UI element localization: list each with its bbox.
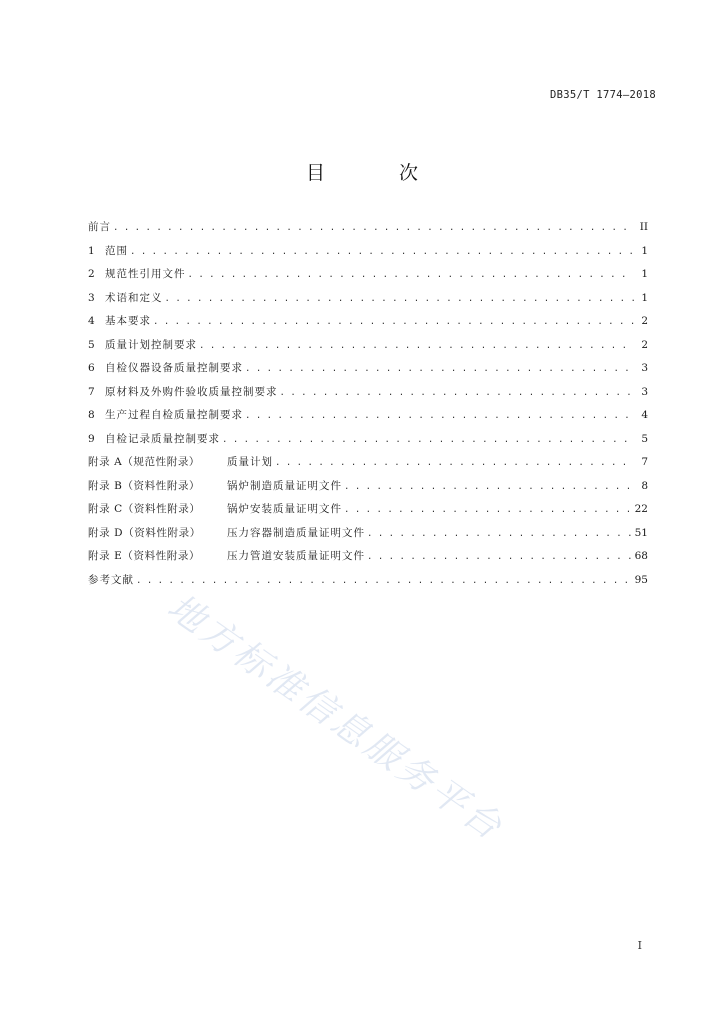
toc-label: 自检记录质量控制要求 bbox=[105, 432, 220, 445]
standard-code: DB35/T 1774—2018 bbox=[550, 89, 656, 101]
toc-leader-dots bbox=[275, 452, 634, 476]
toc-item-inspection-records[interactable] bbox=[88, 428, 648, 452]
toc-leader-dots bbox=[136, 570, 631, 594]
toc-section-number: 2 bbox=[88, 268, 95, 280]
toc-page-number: 3 bbox=[641, 362, 648, 374]
toc-page-number: 1 bbox=[641, 291, 648, 304]
toc-page-number: 1 bbox=[641, 244, 648, 257]
toc-leader-dots bbox=[113, 217, 634, 241]
toc-label: 质量计划 bbox=[227, 456, 273, 468]
toc-leader-dots bbox=[222, 429, 634, 453]
toc-item-annex-b[interactable] bbox=[88, 475, 648, 499]
toc-item-annex-c[interactable] bbox=[88, 498, 648, 522]
toc-section-number: 1 bbox=[88, 244, 95, 257]
toc-page-number: 1 bbox=[641, 268, 648, 280]
toc-page-number: 4 bbox=[641, 409, 648, 421]
toc-leader-dots bbox=[188, 264, 635, 288]
toc-leader-dots bbox=[165, 288, 635, 312]
toc-label: 参考文献 bbox=[88, 573, 134, 586]
table-of-contents bbox=[88, 216, 648, 592]
toc-label: 术语和定义 bbox=[105, 291, 163, 304]
toc-leader-dots bbox=[344, 476, 634, 500]
toc-label: 原材料及外购件验收质量控制要求 bbox=[105, 385, 278, 398]
toc-leader-dots bbox=[245, 405, 634, 429]
toc-label: 基本要求 bbox=[105, 315, 151, 327]
toc-item-references[interactable] bbox=[88, 569, 648, 593]
toc-annex-label: 附录 D（资料性附录） bbox=[88, 526, 201, 539]
toc-item-annex-e[interactable] bbox=[88, 545, 648, 569]
toc-leader-dots bbox=[367, 546, 631, 570]
toc-page-number: 2 bbox=[641, 338, 648, 351]
toc-item-production-inspection[interactable] bbox=[88, 404, 648, 428]
toc-annex-label: 附录 E（资料性附录） bbox=[88, 550, 201, 562]
toc-item-normative-references[interactable] bbox=[88, 263, 648, 287]
toc-label: 规范性引用文件 bbox=[105, 268, 186, 280]
toc-section-number: 8 bbox=[88, 409, 95, 421]
toc-annex-label: 附录 B（资料性附录） bbox=[88, 479, 201, 492]
toc-label: 质量计划控制要求 bbox=[105, 338, 197, 351]
toc-annex-label: 附录 C（资料性附录） bbox=[88, 503, 201, 515]
toc-leader-dots bbox=[280, 382, 635, 406]
toc-label: 自检仪器设备质量控制要求 bbox=[105, 362, 243, 374]
toc-page-number: 5 bbox=[641, 432, 648, 445]
toc-annex-label: 附录 A（规范性附录） bbox=[88, 456, 201, 468]
toc-page-number: II bbox=[639, 221, 648, 233]
toc-section-number: 5 bbox=[88, 338, 95, 351]
toc-item-terms-definitions[interactable] bbox=[88, 287, 648, 311]
toc-label: 压力管道安装质量证明文件 bbox=[227, 550, 365, 562]
toc-leader-dots bbox=[199, 335, 634, 359]
toc-label: 范围 bbox=[105, 244, 128, 257]
toc-page-number: 95 bbox=[634, 573, 648, 586]
toc-section-number: 6 bbox=[88, 362, 95, 374]
toc-item-quality-plan[interactable] bbox=[88, 334, 648, 358]
toc-page-number: 68 bbox=[634, 550, 648, 562]
toc-item-material-acceptance[interactable] bbox=[88, 381, 648, 405]
toc-page-number: 8 bbox=[641, 479, 648, 492]
toc-leader-dots bbox=[245, 358, 634, 382]
toc-page-number: 51 bbox=[634, 526, 648, 539]
toc-leader-dots bbox=[367, 523, 631, 547]
toc-leader-dots bbox=[153, 311, 634, 335]
toc-label: 生产过程自检质量控制要求 bbox=[105, 409, 243, 421]
toc-item-foreword[interactable] bbox=[88, 216, 648, 240]
toc-label: 锅炉安装质量证明文件 bbox=[227, 503, 342, 515]
toc-label: 压力容器制造质量证明文件 bbox=[227, 526, 365, 539]
toc-section-number: 3 bbox=[88, 291, 95, 304]
toc-item-basic-requirements[interactable] bbox=[88, 310, 648, 334]
toc-section-number: 9 bbox=[88, 432, 95, 445]
page-title: 目 次 bbox=[305, 162, 457, 184]
toc-page-number: 7 bbox=[641, 456, 648, 468]
toc-item-annex-d[interactable] bbox=[88, 522, 648, 546]
toc-page-number: 3 bbox=[641, 385, 648, 398]
watermark-text: 地方标准信息服务平台 bbox=[159, 586, 512, 850]
toc-item-scope[interactable] bbox=[88, 240, 648, 264]
toc-section-number: 4 bbox=[88, 315, 95, 327]
toc-label: 锅炉制造质量证明文件 bbox=[227, 479, 342, 492]
toc-page-number: 2 bbox=[641, 315, 648, 327]
toc-leader-dots bbox=[130, 241, 634, 265]
toc-item-instrument-control[interactable] bbox=[88, 357, 648, 381]
toc-section-number: 7 bbox=[88, 385, 95, 398]
toc-label: 前言 bbox=[88, 221, 111, 233]
toc-item-annex-a[interactable] bbox=[88, 451, 648, 475]
toc-leader-dots bbox=[344, 499, 631, 523]
toc-page-number: 22 bbox=[634, 503, 648, 515]
page-number: I bbox=[637, 939, 642, 952]
